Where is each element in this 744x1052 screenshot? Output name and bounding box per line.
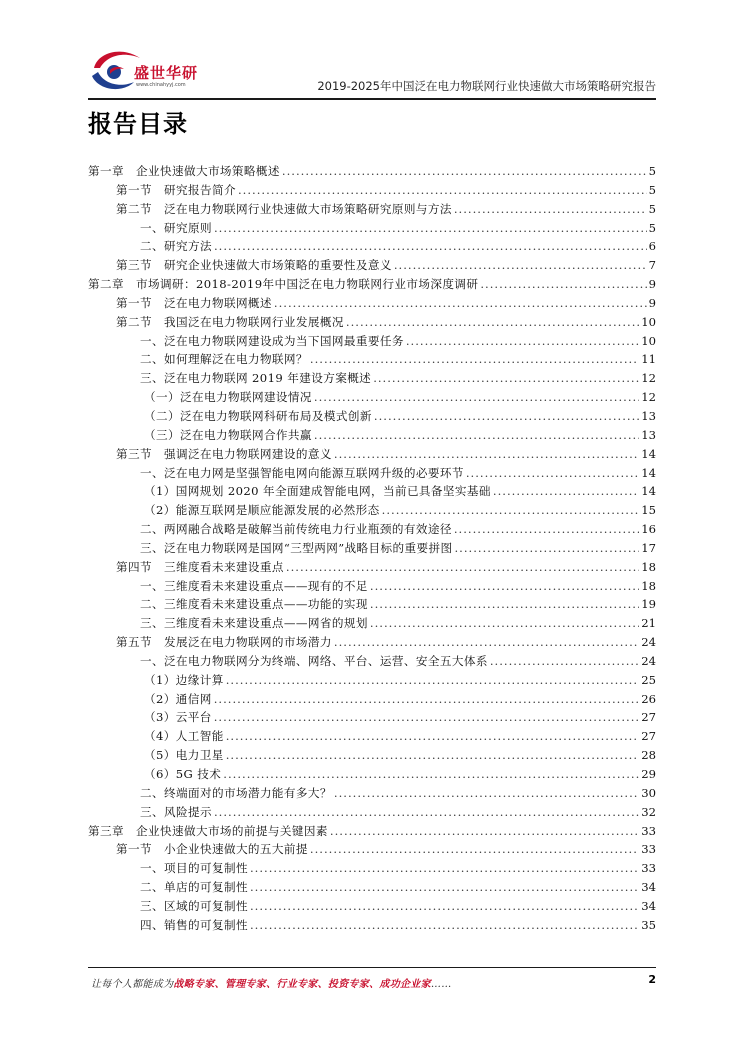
toc-entry-page: 14 [641,465,656,480]
toc-entry-title: 二、如何理解泛在电力物联网？ [140,352,308,367]
toc-leader-dots [286,558,639,577]
toc-entry-title: （6）5G 技术 [144,767,222,781]
toc-entry-page: 21 [641,616,656,631]
toc-leader-dots [274,294,647,313]
toc-entry[interactable] [88,784,656,803]
toc-entry-title: 第四节 三维度看未来建设重点 [116,559,284,574]
toc-entry-page: 10 [641,333,656,348]
toc-entry[interactable] [88,162,656,181]
toc-entry[interactable] [88,671,656,690]
toc-entry-title: 一、项目的可复制性 [140,861,248,876]
toc-entry-title: 三、泛在电力物联网是国网“三型两网”战略目标的重要拼图 [140,540,453,555]
toc-entry-page: 5 [648,201,656,216]
toc-entry[interactable] [88,501,656,520]
toc-entry-title: 三、风险提示 [140,804,212,819]
toc-entry-page: 12 [641,390,656,405]
toc-leader-dots [226,727,639,746]
toc-entry-title: （二）泛在电力物联网科研布局及模式创新 [144,408,372,423]
toc-leader-dots [454,200,647,219]
toc-entry[interactable] [88,690,656,709]
toc-entry-title: （1）边缘计算 [144,672,224,687]
toc-leader-dots [454,520,639,539]
toc-entry-page: 25 [641,672,656,687]
toc-entry[interactable] [88,350,656,369]
toc-entry[interactable] [88,765,656,784]
footer-slogan-suffix: …… [430,979,452,990]
toc-entry-title: （一）泛在电力物联网建设情况 [144,390,312,405]
toc-entry-page: 14 [641,446,656,461]
toc-entry[interactable] [88,803,656,822]
toc-entry-title: （1）国网规划 2020 年全面建成智能电网，当前已具备坚实基础 [144,484,491,499]
toc-entry[interactable] [88,614,656,633]
toc-entry-title: （三）泛在电力物联网合作共赢 [144,427,312,442]
toc-entry[interactable] [88,577,656,596]
toc-entry[interactable] [88,727,656,746]
toc-entry-title: 第五节 发展泛在电力物联网的市场潜力 [116,635,332,650]
toc-entry-page: 7 [648,258,656,273]
toc-entry[interactable] [88,652,656,671]
toc-entry-title: 第三节 研究企业快速做大市场策略的重要性及意义 [116,258,392,273]
toc-entry-page: 10 [641,314,656,329]
toc-entry-title: 三、三维度看未来建设重点——网省的规划 [140,616,368,631]
toc-entry[interactable] [88,313,656,332]
toc-entry-page: 9 [648,277,656,292]
toc-entry-page: 30 [641,785,656,800]
toc-leader-dots [370,614,639,633]
toc-entry-title: （3）云平台 [144,710,212,725]
toc-entry-page: 5 [648,220,656,235]
table-of-contents [88,162,656,935]
toc-entry-page: 19 [641,597,656,612]
toc-entry-page: 14 [641,484,656,499]
toc-entry-page: 24 [641,653,656,668]
toc-entry-title: 一、泛在电力物联网建设成为当下国网最重要任务 [140,333,404,348]
toc-leader-dots [382,501,640,520]
toc-entry-title: 一、研究原则 [140,220,212,235]
toc-entry-page: 13 [641,427,656,442]
toc-leader-dots [238,181,647,200]
toc-leader-dots [490,652,639,671]
toc-entry-title: 一、泛在电力网是坚强智能电网向能源互联网升级的必要环节 [140,465,464,480]
toc-entry[interactable] [88,181,656,200]
toc-entry[interactable] [88,407,656,426]
toc-entry[interactable] [88,520,656,539]
toc-leader-dots [346,313,639,332]
toc-entry-page: 5 [648,182,656,197]
toc-entry-page: 17 [641,540,656,555]
toc-entry-page: 32 [641,804,656,819]
toc-entry-title: 三、区域的可复制性 [140,898,248,913]
toc-entry-title: 二、终端面对的市场潜力能有多大？ [140,785,332,800]
toc-entry[interactable] [88,219,656,238]
toc-entry-page: 15 [641,503,656,518]
toc-entry-page: 29 [641,767,656,781]
toc-entry[interactable] [88,878,656,897]
toc-entry-page: 6 [648,239,656,254]
toc-entry[interactable] [88,746,656,765]
toc-leader-dots [214,690,639,709]
toc-entry-page: 12 [641,371,656,386]
toc-entry-page: 27 [641,729,656,744]
toc-entry-page: 33 [641,823,656,838]
toc-entry-page: 18 [641,578,656,593]
toc-entry-page: 24 [641,635,656,650]
logo-url: www.chinahyyj.com [136,82,186,88]
page-header [88,38,656,98]
toc-entry-title: 第一节 研究报告简介 [116,182,236,197]
header-divider [88,98,656,100]
toc-leader-dots [406,332,639,351]
toc-entry[interactable] [88,200,656,219]
toc-leader-dots [373,369,639,388]
toc-entry-title: 一、三维度看未来建设重点——现有的不足 [140,578,368,593]
toc-entry[interactable] [88,595,656,614]
toc-entry-page: 18 [641,559,656,574]
toc-entry-page: 5 [648,164,656,178]
toc-entry-page: 34 [641,880,656,895]
toc-entry-title: 第二节 我国泛在电力物联网行业发展概况 [116,314,344,329]
toc-leader-dots [374,407,639,426]
toc-entry[interactable] [88,426,656,445]
toc-entry[interactable] [88,558,656,577]
footer-slogan [91,975,452,990]
toc-leader-dots [310,840,639,859]
toc-leader-dots [334,633,639,652]
toc-entry[interactable] [88,369,656,388]
logo-text: 盛世华研 [134,64,199,82]
toc-leader-dots [480,275,646,294]
toc-entry[interactable] [88,332,656,351]
toc-entry[interactable] [88,916,656,935]
footer-divider [88,967,656,968]
toc-entry-page: 28 [641,748,656,763]
toc-leader-dots [334,445,639,464]
toc-entry-page: 26 [641,691,656,706]
toc-entry-title: 第三节 强调泛在电力物联网建设的意义 [116,446,332,461]
toc-leader-dots [214,708,639,727]
toc-leader-dots [250,897,639,916]
toc-leader-dots [214,219,647,238]
toc-leader-dots [282,162,647,181]
toc-leader-dots [394,256,647,275]
toc-entry-title: （4）人工智能 [144,729,224,744]
toc-entry[interactable] [88,859,656,878]
toc-entry-title: 三、泛在电力物联网 2019 年建设方案概述 [140,371,372,386]
toc-entry-title: 第一节 泛在电力物联网概述 [116,295,272,310]
report-header-title: 2019-2025年中国泛在电力物联网行业快速做大市场策略研究报告 [317,79,656,93]
toc-entry[interactable] [88,445,656,464]
toc-entry-title: 第一章 企业快速做大市场策略概述 [88,164,280,178]
toc-entry-title: （2）能源互联网是顺应能源发展的必然形态 [144,503,380,518]
toc-entry-title: （2）通信网 [144,691,212,706]
toc-entry[interactable] [88,237,656,256]
toc-entry-title: （5）电力卫星 [144,748,224,763]
toc-entry-page: 16 [641,522,656,537]
toc-entry-page: 11 [641,352,656,367]
toc-entry-page: 35 [641,917,656,932]
toc-entry[interactable] [88,633,656,652]
footer-slogan-highlight: 战略专家、管理专家、行业专家、投资专家、成功企业家 [173,979,431,990]
toc-leader-dots [310,350,639,369]
toc-entry[interactable] [88,256,656,275]
toc-leader-dots [493,482,639,501]
toc-entry-page: 9 [648,295,656,310]
toc-entry[interactable] [88,482,656,501]
toc-entry[interactable] [88,275,656,294]
toc-leader-dots [250,878,639,897]
toc-entry-title: 二、研究方法 [140,239,212,254]
toc-leader-dots [334,784,639,803]
toc-entry-page: 33 [641,861,656,876]
toc-leader-dots [214,237,647,256]
toc-entry-page: 13 [641,408,656,423]
toc-entry[interactable] [88,897,656,916]
toc-entry-title: 第二章 市场调研：2018-2019年中国泛在电力物联网行业市场深度调研 [88,277,479,292]
toc-entry[interactable] [88,388,656,407]
toc-leader-dots [370,595,639,614]
toc-leader-dots [314,426,639,445]
toc-entry[interactable] [88,464,656,483]
toc-entry[interactable] [88,822,656,841]
toc-entry[interactable] [88,294,656,313]
toc-leader-dots [314,388,639,407]
toc-leader-dots [330,822,639,841]
toc-entry[interactable] [88,708,656,727]
toc-leader-dots [455,539,640,558]
toc-leader-dots [226,671,639,690]
toc-entry-title: 第三章 企业快速做大市场的前提与关键因素 [88,823,328,838]
toc-leader-dots [250,859,639,878]
toc-entry[interactable] [88,539,656,558]
toc-leader-dots [466,464,639,483]
footer-slogan-prefix: 让每个人都能成为 [91,979,174,990]
toc-leader-dots [226,746,639,765]
toc-entry-title: 二、单店的可复制性 [140,880,248,895]
toc-leader-dots [250,916,639,935]
toc-entry-page: 34 [641,898,656,913]
toc-entry-title: 第二节 泛在电力物联网行业快速做大市场策略研究原则与方法 [116,201,452,216]
toc-entry-title: 第一节 小企业快速做大的五大前提 [116,842,308,857]
toc-entry-page: 33 [641,842,656,857]
toc-entry-title: 一、泛在电力物联网分为终端、网络、平台、运营、安全五大体系 [140,653,488,668]
company-logo [88,38,208,96]
toc-entry[interactable] [88,840,656,859]
toc-entry-title: 二、两网融合战略是破解当前传统电力行业瓶颈的有效途径 [140,522,452,537]
toc-leader-dots [214,803,639,822]
toc-leader-dots [223,765,639,784]
toc-entry-title: 二、三维度看未来建设重点——功能的实现 [140,597,368,612]
page-title: 报告目录 [88,110,188,138]
toc-entry-page: 27 [641,710,656,725]
toc-entry-title: 四、销售的可复制性 [140,917,248,932]
toc-leader-dots [370,577,639,596]
page-number: 2 [648,973,656,986]
